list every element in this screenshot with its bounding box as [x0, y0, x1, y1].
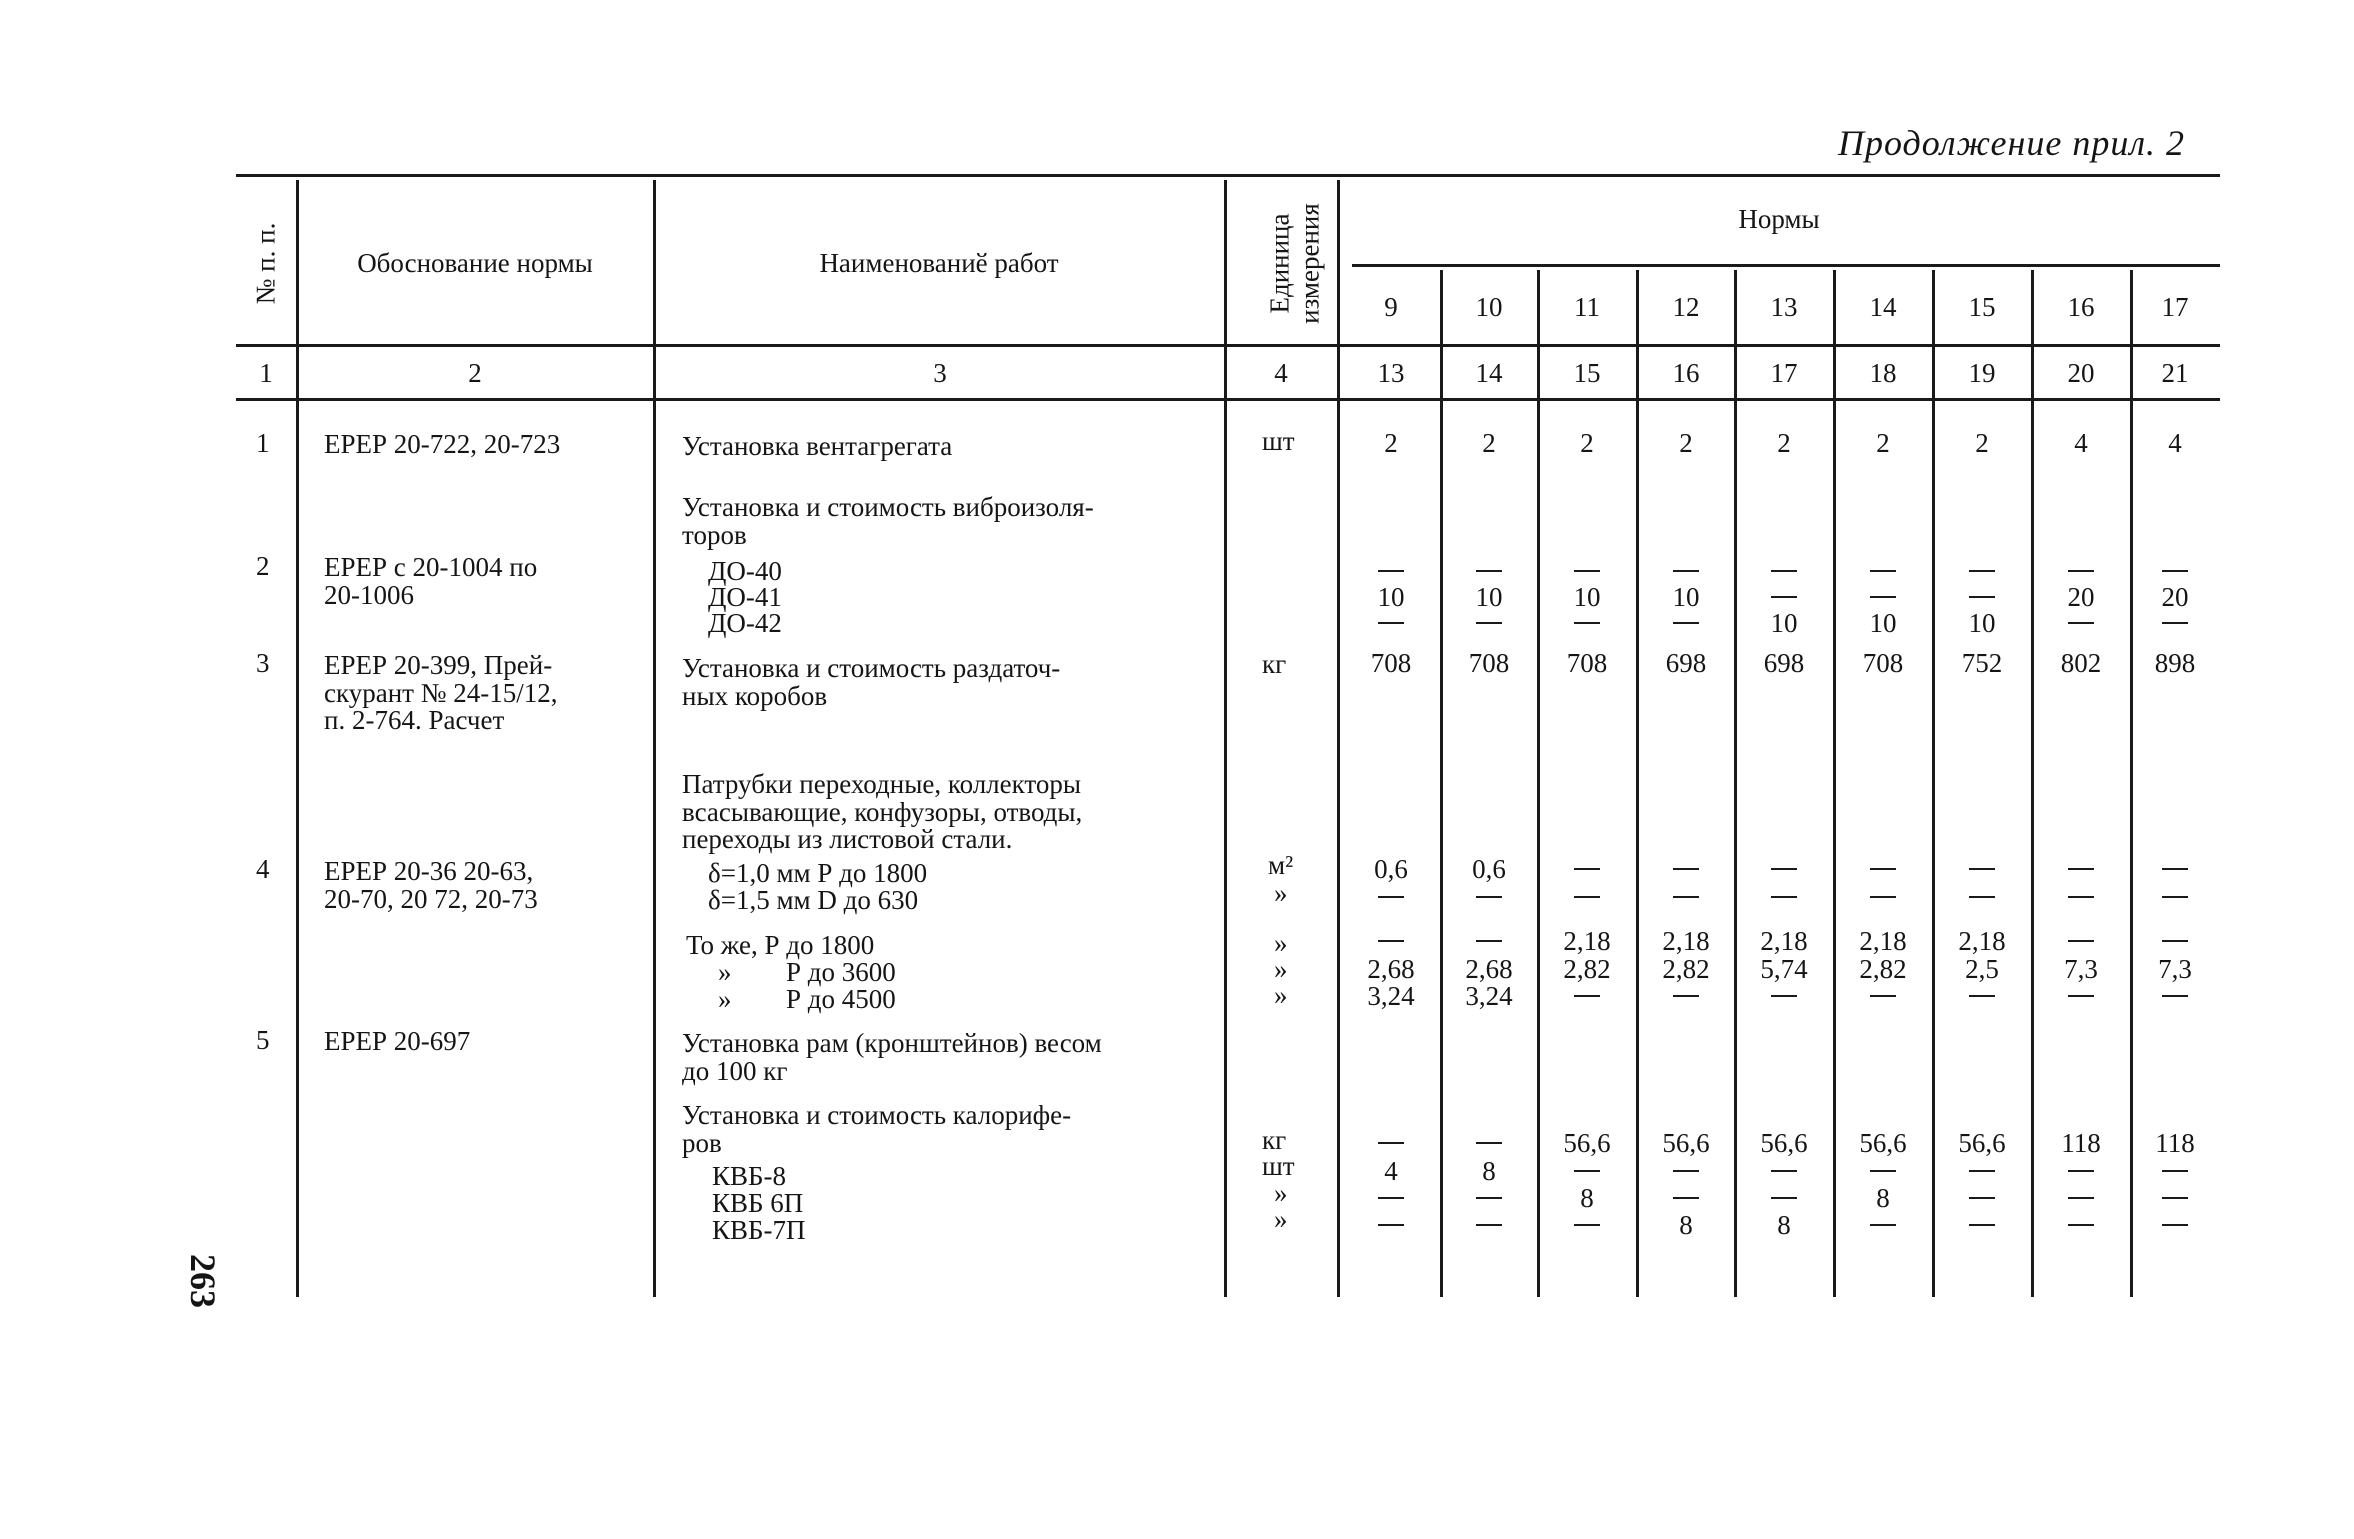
row6-unit-2: шт [1262, 1151, 1295, 1181]
row4a-val-6-1-dash [1969, 896, 1995, 898]
row4a-val-3-0-dash [1673, 868, 1699, 870]
row4b-val-6-2-dash [1969, 995, 1995, 997]
row6-val-4-0: 56,6 [1760, 1128, 1808, 1158]
row6-val-0-2-dash [1378, 1197, 1404, 1199]
row4b-val-3-2-dash [1673, 995, 1699, 997]
row4a-val-0-1-dash [1378, 896, 1404, 898]
norm-col-header-14: 14 [1869, 292, 1897, 322]
row1-num: 1 [256, 428, 270, 458]
row4b-val-1-0-dash [1476, 940, 1502, 942]
row4b-val-2-2-dash [1574, 995, 1600, 997]
index-cell-16: 16 [1672, 358, 1700, 388]
row3-val-6: 752 [1961, 648, 2003, 678]
row6-val-1-1: 8 [1482, 1156, 1496, 1186]
row6-name-l1: Установка и стоимость калорифе- [682, 1100, 1072, 1130]
row2-val-0-1: 10 [1377, 582, 1405, 612]
row6-val-0-0-dash [1378, 1142, 1404, 1144]
index-cell-1: 1 [259, 358, 273, 388]
row6-val-4-2-dash [1771, 1197, 1797, 1199]
row2-val-5-1-dash [1870, 596, 1896, 598]
row4-name-l3: переходы из листовой стали. [682, 824, 1013, 854]
row4a-val-8-0-dash [2162, 868, 2188, 870]
row1-basis: ЕРЕР 20-722, 20-723 [324, 429, 561, 459]
row4b-val-8-1: 7,3 [2158, 954, 2192, 984]
index-cell-21: 21 [2161, 358, 2189, 388]
row6-unit-3: » [1274, 1178, 1288, 1208]
row2-val-1-1: 10 [1475, 582, 1503, 612]
index-cell-13: 13 [1377, 358, 1405, 388]
row4-same3: Р до 4500 [786, 984, 896, 1014]
row3-val-8: 898 [2154, 648, 2196, 678]
row6-item-1: КВБ-8 [712, 1161, 787, 1191]
row4a-val-5-1-dash [1870, 896, 1896, 898]
row4-basis-l2: 20-70, 20 72, 20-73 [324, 884, 538, 914]
index-cell-17: 17 [1770, 358, 1798, 388]
row2-val-4-0-dash [1771, 570, 1797, 572]
row1-val-2: 2 [1580, 428, 1594, 458]
index-cell-4: 4 [1274, 358, 1288, 388]
row6-name-l2: ров [682, 1128, 722, 1158]
norm-divider-7 [2031, 270, 2034, 1297]
row2-name-l1: Установка и стоимость виброизоля- [682, 492, 1094, 522]
row4b-val-5-0: 2,18 [1859, 926, 1907, 956]
row4b-val-7-0-dash [2068, 940, 2094, 942]
header-name: Наименованиӗ работ [819, 248, 1059, 278]
row1-name: Установка вентагрегата [682, 431, 953, 461]
col-divider-4 [1337, 180, 1340, 1297]
row6-val-2-2: 8 [1580, 1183, 1594, 1213]
row3-val-1: 708 [1468, 648, 1510, 678]
row1-val-1: 2 [1482, 428, 1496, 458]
row3-basis-l2: скурант № 24-15/12, [324, 678, 558, 708]
row4-unit-b1: » [1274, 928, 1288, 958]
row2-val-0-2-dash [1378, 622, 1404, 624]
index-cell-15: 15 [1573, 358, 1601, 388]
row4a-val-2-0-dash [1574, 868, 1600, 870]
row4-same1: То же, Р до 1800 [686, 930, 875, 960]
row4b-val-6-0: 2,18 [1958, 926, 2006, 956]
row6-unit-4: » [1274, 1204, 1288, 1234]
row4-unit-b3: » [1274, 980, 1288, 1010]
row4-basis-l1: ЕРЕР 20-36 20-63, [324, 856, 534, 886]
row6-val-0-3-dash [1378, 1224, 1404, 1226]
row6-val-7-0: 118 [2061, 1128, 2101, 1158]
row6-val-2-3-dash [1574, 1224, 1600, 1226]
row6-val-5-3-dash [1870, 1224, 1896, 1226]
row5-basis: ЕРЕР 20-697 [324, 1026, 471, 1056]
row3-val-7: 802 [2060, 648, 2102, 678]
norm-col-header-17: 17 [2161, 292, 2189, 322]
continuation-header: Продолжение прил. 2 [1838, 123, 2186, 163]
row2-val-1-2-dash [1476, 622, 1502, 624]
norm-col-header-11: 11 [1574, 292, 1600, 322]
row4b-val-1-2: 3,24 [1465, 981, 1513, 1011]
index-cell-18: 18 [1869, 358, 1897, 388]
norm-divider-1 [1440, 270, 1443, 1297]
row4a-val-4-0-dash [1771, 868, 1797, 870]
row6-val-2-1-dash [1574, 1170, 1600, 1172]
row6-val-1-3-dash [1476, 1224, 1502, 1226]
row5-num: 5 [256, 1025, 270, 1055]
row6-val-7-3-dash [2068, 1224, 2094, 1226]
col-divider-3 [1224, 180, 1227, 1297]
row6-val-4-1-dash [1771, 1170, 1797, 1172]
row4a-val-5-0-dash [1870, 868, 1896, 870]
row2-name-l2: торов [682, 520, 747, 550]
index-cell-14: 14 [1475, 358, 1503, 388]
row2-item-2: ДО-41 [708, 582, 782, 612]
row6-val-6-1-dash [1969, 1170, 1995, 1172]
row4-unit-b2: » [1274, 954, 1288, 984]
row2-val-3-0-dash [1673, 570, 1699, 572]
row2-val-3-1: 10 [1672, 582, 1700, 612]
row4b-val-7-2-dash [2068, 995, 2094, 997]
row4-same2: Р до 3600 [786, 957, 896, 987]
norm-col-header-16: 16 [2067, 292, 2095, 322]
row2-val-8-2-dash [2162, 622, 2188, 624]
row4a-val-3-1-dash [1673, 896, 1699, 898]
row4b-val-6-1: 2,5 [1965, 954, 1999, 984]
row4b-val-2-0: 2,18 [1563, 926, 1611, 956]
header-unit-line2: измерения [1294, 203, 1325, 324]
row2-basis-l1: ЕРЕР с 20-1004 по [324, 552, 538, 582]
row4b-val-5-2-dash [1870, 995, 1896, 997]
row4a-val-4-1-dash [1771, 896, 1797, 898]
row4a-val-6-0-dash [1969, 868, 1995, 870]
row6-val-3-2-dash [1673, 1197, 1699, 1199]
row4a-val-0-0: 0,6 [1374, 854, 1408, 884]
row6-val-7-2-dash [2068, 1197, 2094, 1199]
norm-divider-4 [1734, 270, 1737, 1297]
row1-val-6: 2 [1975, 428, 1989, 458]
row4b-val-0-1: 2,68 [1367, 954, 1415, 984]
row2-item-3: ДО-42 [708, 608, 782, 638]
row4-name-l2: всасывающие, конфузоры, отводы, [682, 797, 1083, 827]
row2-val-7-0-dash [2068, 570, 2094, 572]
row4-same2-quote: » [718, 957, 732, 987]
row2-val-8-1: 20 [2161, 582, 2189, 612]
row4a-val-7-1-dash [2068, 896, 2094, 898]
header-norms: Нормы [1738, 204, 1820, 234]
row4b-val-8-2-dash [2162, 995, 2188, 997]
index-cell-3: 3 [933, 358, 947, 388]
header-basis: Обоснование нормы [357, 248, 593, 278]
row2-item-1: ДО-40 [708, 556, 782, 586]
page-number: 263 [183, 1254, 223, 1308]
row6-item-3: КВБ-7П [712, 1215, 806, 1245]
row2-val-2-1: 10 [1573, 582, 1601, 612]
row4b-val-1-1: 2,68 [1465, 954, 1513, 984]
row4b-val-8-0-dash [2162, 940, 2188, 942]
row6-val-1-0-dash [1476, 1142, 1502, 1144]
row4a-val-1-0: 0,6 [1472, 854, 1506, 884]
row6-val-2-0: 56,6 [1563, 1128, 1611, 1158]
row6-val-4-3: 8 [1777, 1210, 1791, 1240]
row6-val-3-1-dash [1673, 1170, 1699, 1172]
row3-name-l1: Установка и стоимость раздаточ- [682, 653, 1061, 683]
row4b-val-4-2-dash [1771, 995, 1797, 997]
row6-val-8-3-dash [2162, 1224, 2188, 1226]
row4b-val-4-1: 5,74 [1760, 954, 1808, 984]
row3-val-4: 698 [1763, 648, 1805, 678]
row2-val-8-0-dash [2162, 570, 2188, 572]
row1-val-5: 2 [1876, 428, 1890, 458]
col-divider-1 [296, 180, 299, 1297]
row3-val-2: 708 [1566, 648, 1608, 678]
row6-val-7-1-dash [2068, 1170, 2094, 1172]
row6-val-3-3: 8 [1679, 1210, 1693, 1240]
row4b-val-0-0-dash [1378, 940, 1404, 942]
row4a-val-2-1-dash [1574, 896, 1600, 898]
norm-col-header-13: 13 [1770, 292, 1798, 322]
row6-item-2: КВБ 6П [712, 1188, 804, 1218]
row2-val-3-2-dash [1673, 622, 1699, 624]
row2-val-7-1: 20 [2067, 582, 2095, 612]
row3-unit: кг [1262, 649, 1287, 679]
row2-val-2-2-dash [1574, 622, 1600, 624]
row4b-val-0-2: 3,24 [1367, 981, 1415, 1011]
norm-col-header-15: 15 [1968, 292, 1996, 322]
row5-name-l1: Установка рам (кронштейнов) весом [682, 1028, 1102, 1058]
norm-col-header-12: 12 [1672, 292, 1700, 322]
row4-unit2: » [1274, 878, 1288, 908]
row2-val-4-2: 10 [1770, 608, 1798, 638]
row4b-val-4-0: 2,18 [1760, 926, 1808, 956]
row6-val-1-2-dash [1476, 1197, 1502, 1199]
row1-val-8: 4 [2168, 428, 2182, 458]
norms-header-rule [1352, 264, 2220, 267]
row4-sub1: δ=1,0 мм Р до 1800 [708, 858, 928, 888]
row3-val-5: 708 [1862, 648, 1904, 678]
row4b-val-3-0: 2,18 [1662, 926, 1710, 956]
top-rule [236, 174, 2220, 177]
row2-val-6-2: 10 [1968, 608, 1996, 638]
index-cell-2: 2 [468, 358, 482, 388]
row2-num: 2 [256, 551, 270, 581]
row6-val-6-2-dash [1969, 1197, 1995, 1199]
index-cell-20: 20 [2067, 358, 2095, 388]
row6-val-5-1-dash [1870, 1170, 1896, 1172]
norm-divider-5 [1833, 270, 1836, 1297]
row2-val-6-0-dash [1969, 570, 1995, 572]
row3-val-0: 708 [1370, 648, 1412, 678]
norm-col-header-10: 10 [1475, 292, 1503, 322]
header-num: № п. п. [250, 222, 281, 305]
row2-basis-l2: 20-1006 [324, 580, 414, 610]
row2-val-5-2: 10 [1869, 608, 1897, 638]
norm-col-header-9: 9 [1384, 292, 1398, 322]
row1-val-7: 4 [2074, 428, 2088, 458]
norm-divider-6 [1932, 270, 1935, 1297]
row6-val-8-2-dash [2162, 1197, 2188, 1199]
row6-val-6-3-dash [1969, 1224, 1995, 1226]
row4-num: 4 [256, 854, 270, 884]
row4a-val-8-1-dash [2162, 896, 2188, 898]
row4b-val-2-1: 2,82 [1563, 954, 1611, 984]
row2-val-5-0-dash [1870, 570, 1896, 572]
row4-sub2: δ=1,5 мм D до 630 [708, 885, 919, 915]
row1-val-4: 2 [1777, 428, 1791, 458]
row2-val-2-0-dash [1574, 570, 1600, 572]
row3-basis-l1: ЕРЕР 20-399, Прей- [324, 650, 553, 680]
norm-divider-3 [1636, 270, 1639, 1297]
row6-val-6-0: 56,6 [1958, 1128, 2006, 1158]
row4a-val-7-0-dash [2068, 868, 2094, 870]
row6-val-5-0: 56,6 [1859, 1128, 1907, 1158]
row3-num: 3 [256, 648, 270, 678]
row3-name-l2: ных коробов [682, 681, 828, 711]
row1-val-0: 2 [1384, 428, 1398, 458]
row2-val-7-2-dash [2068, 622, 2094, 624]
header-unit-line1: Единица [1264, 213, 1295, 314]
norm-divider-2 [1537, 270, 1540, 1297]
row5-name-l2: до 100 кг [682, 1056, 788, 1086]
row4b-val-5-1: 2,82 [1859, 954, 1907, 984]
row6-val-8-1-dash [2162, 1170, 2188, 1172]
row4-name-l1: Патрубки переходные, коллекторы [682, 769, 1081, 799]
row6-val-8-0: 118 [2155, 1128, 2195, 1158]
row4b-val-3-1: 2,82 [1662, 954, 1710, 984]
row3-basis-l3: п. 2-764. Расчет [324, 705, 505, 735]
row3-val-3: 698 [1665, 648, 1707, 678]
row4a-val-1-1-dash [1476, 896, 1502, 898]
row6-val-5-2: 8 [1876, 1183, 1890, 1213]
row2-val-1-0-dash [1476, 570, 1502, 572]
header-bottom-rule [236, 344, 2220, 347]
row1-val-3: 2 [1679, 428, 1693, 458]
row2-val-4-1-dash [1771, 596, 1797, 598]
row6-val-3-0: 56,6 [1662, 1128, 1710, 1158]
index-cell-19: 19 [1968, 358, 1996, 388]
row4-same3-quote: » [718, 984, 732, 1014]
row6-val-0-1: 4 [1384, 1156, 1398, 1186]
row4-unit1: м² [1268, 850, 1294, 880]
row2-val-6-1-dash [1969, 596, 1995, 598]
row6-unit-1: кг [1262, 1125, 1287, 1155]
row1-unit: шт [1262, 426, 1295, 456]
col-divider-2 [653, 180, 656, 1297]
row2-val-0-0-dash [1378, 570, 1404, 572]
index-row-rule [236, 398, 2220, 401]
row4b-val-7-1: 7,3 [2064, 954, 2098, 984]
